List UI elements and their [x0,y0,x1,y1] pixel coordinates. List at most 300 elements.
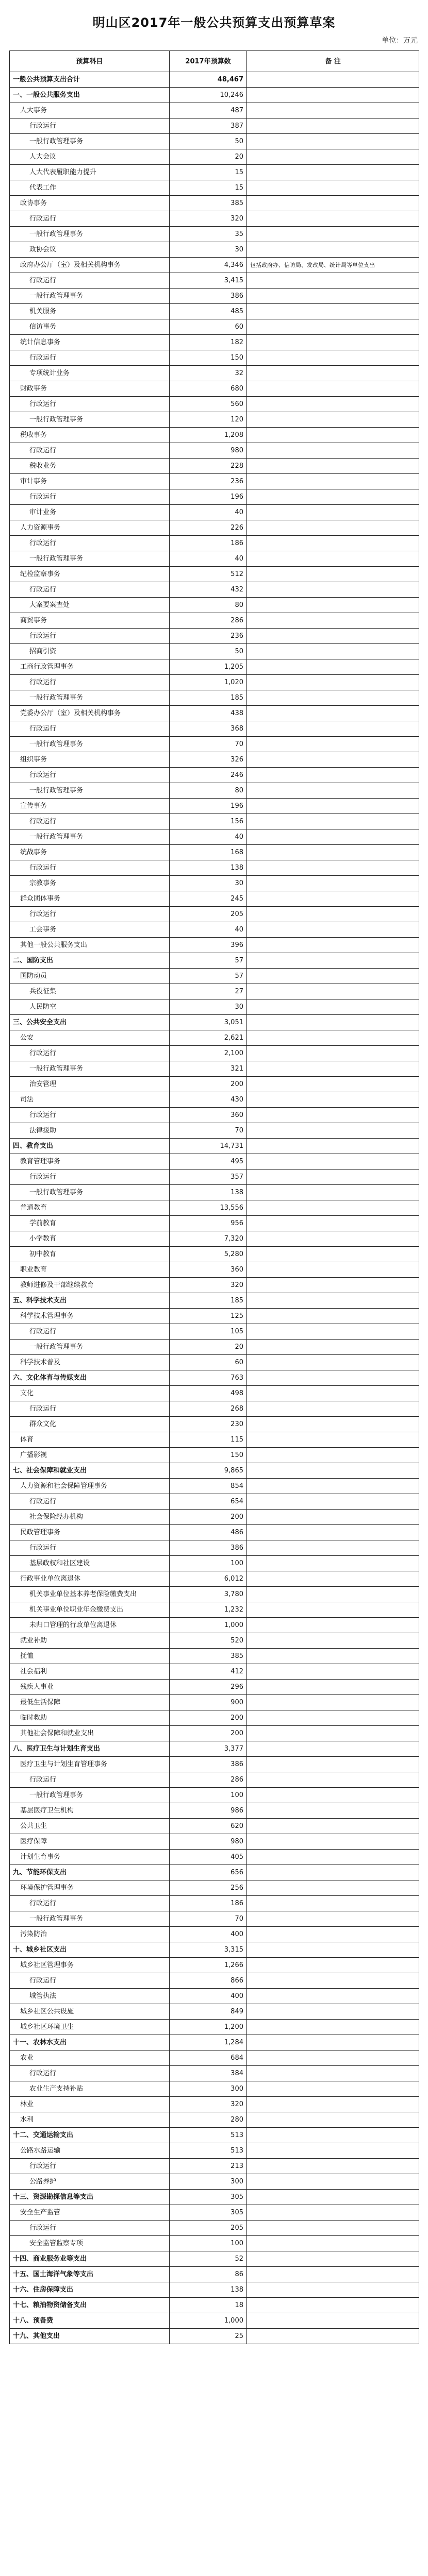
row-amount: 9,865 [170,1463,247,1479]
row-note [247,1803,419,1819]
table-row [10,1046,419,1061]
row-item-name: 民政管理事务 [10,1525,170,1540]
row-item-name: 政府办公厅（室）及相关机构事务 [10,258,170,273]
row-amount: 300 [170,2174,247,2190]
row-item-name: 行政运行 [10,1973,170,1989]
row-amount: 236 [170,629,247,644]
row-item-name: 信访事务 [10,319,170,335]
row-item-name: 一般公共预算支出合计 [10,72,170,88]
row-amount: 186 [170,536,247,551]
table-row [10,2112,419,2128]
row-amount: 25 [170,2329,247,2344]
table-row [10,1092,419,1108]
row-note [247,1989,419,2004]
row-amount: 980 [170,1834,247,1850]
table-row [10,242,419,258]
row-note [247,2143,419,2159]
header-note: 备 注 [247,51,419,72]
row-item-name: 一般行政管理事务 [10,412,170,428]
table-row [10,273,419,289]
table-row [10,1695,419,1710]
row-amount: 213 [170,2159,247,2174]
row-amount: 40 [170,505,247,520]
table-row [10,1262,419,1278]
table-row [10,1973,419,1989]
table-row [10,2097,419,2112]
row-note [247,381,419,397]
row-amount: 498 [170,1386,247,1401]
row-note [247,2097,419,2112]
table-row [10,2251,419,2267]
row-note [247,1540,419,1556]
table-row [10,350,419,366]
row-note [247,273,419,289]
row-note [247,1309,419,1324]
table-row [10,2329,419,2344]
row-amount: 246 [170,768,247,783]
table-row [10,799,419,814]
table-row [10,2004,419,2020]
row-item-name: 六、文化体育与传媒支出 [10,1370,170,1386]
row-note [247,1865,419,1880]
row-amount: 486 [170,1525,247,1540]
table-row [10,2282,419,2298]
table-row [10,1525,419,1540]
row-note [247,149,419,165]
row-item-name: 税收事务 [10,428,170,443]
row-note [247,489,419,505]
row-note [247,2251,419,2267]
table-row [10,829,419,845]
row-note [247,1772,419,1788]
table-row [10,1200,419,1216]
row-note [247,1278,419,1293]
row-item-name: 统计信息事务 [10,335,170,350]
table-row [10,2020,419,2035]
row-item-name: 代表工作 [10,180,170,196]
row-note [247,134,419,149]
row-item-name: 一、一般公共服务支出 [10,88,170,103]
row-note [247,304,419,319]
row-item-name: 专项统计业务 [10,366,170,381]
row-amount: 40 [170,551,247,567]
row-note [247,242,419,258]
row-item-name: 公路水路运输 [10,2143,170,2159]
row-item-name: 十、城乡社区支出 [10,1942,170,1958]
row-note [247,2221,419,2236]
row-item-name: 一般行政管理事务 [10,829,170,845]
row-note [247,1231,419,1247]
row-note [247,1448,419,1463]
row-amount: 300 [170,2081,247,2097]
row-item-name: 教师进修及干部继续教育 [10,1278,170,1293]
row-note [247,2329,419,2344]
row-note [247,211,419,227]
row-item-name: 宣传事务 [10,799,170,814]
row-note [247,459,419,474]
row-note [247,1046,419,1061]
row-item-name: 其他社会保障和就业支出 [10,1726,170,1741]
table-row [10,536,419,551]
row-item-name: 一般行政管理事务 [10,551,170,567]
row-item-name: 法律援助 [10,1123,170,1139]
row-amount: 560 [170,397,247,412]
row-amount: 1,000 [170,1618,247,1633]
table-row [10,1540,419,1556]
row-amount: 185 [170,1293,247,1309]
row-amount: 40 [170,922,247,938]
table-row [10,2050,419,2066]
row-amount: 186 [170,1896,247,1911]
table-row [10,319,419,335]
row-note [247,613,419,629]
row-note [247,227,419,242]
row-amount: 513 [170,2143,247,2159]
row-note [247,1200,419,1216]
row-item-name: 三、公共安全支出 [10,1015,170,1030]
row-note [247,180,419,196]
row-item-name: 群众文化 [10,1417,170,1432]
row-note [247,690,419,706]
row-amount: 70 [170,1911,247,1927]
table-row [10,474,419,489]
table-row [10,1463,419,1479]
table-row [10,1077,419,1092]
row-note [247,845,419,860]
row-item-name: 行政运行 [10,211,170,227]
row-item-name: 行政运行 [10,860,170,876]
row-item-name: 商贸事务 [10,613,170,629]
row-note [247,72,419,88]
table-row [10,629,419,644]
row-item-name: 十三、资源勘探信息等支出 [10,2190,170,2205]
row-note [247,2066,419,2081]
row-note [247,1510,419,1525]
row-item-name: 行政运行 [10,2159,170,2174]
row-amount: 52 [170,2251,247,2267]
row-note [247,366,419,381]
row-item-name: 七、社会保障和就业支出 [10,1463,170,1479]
row-amount: 168 [170,845,247,860]
row-note [247,567,419,582]
table-row [10,876,419,891]
row-note [247,289,419,304]
row-note [247,1525,419,1540]
row-amount: 849 [170,2004,247,2020]
table-row [10,938,419,953]
row-item-name: 农业生产支持补贴 [10,2081,170,2097]
row-item-name: 工商行政管理事务 [10,659,170,675]
row-note [247,536,419,551]
row-item-name: 统战事务 [10,845,170,860]
row-item-name: 行政运行 [10,629,170,644]
row-amount: 438 [170,706,247,721]
row-amount: 485 [170,304,247,319]
row-amount: 326 [170,752,247,768]
row-amount: 386 [170,1757,247,1772]
row-item-name: 十四、商业服务业等支出 [10,2251,170,2267]
row-item-name: 社会保险经办机构 [10,1510,170,1525]
row-note [247,1556,419,1571]
row-item-name: 兵役征集 [10,984,170,999]
table-row [10,768,419,783]
row-item-name: 治安管理 [10,1077,170,1092]
row-note [247,1432,419,1448]
row-amount: 156 [170,814,247,829]
row-note [247,953,419,969]
row-amount: 286 [170,1772,247,1788]
row-amount: 50 [170,644,247,659]
row-item-name: 宗教事务 [10,876,170,891]
row-item-name: 行政运行 [10,582,170,598]
row-amount: 14,731 [170,1139,247,1154]
table-row [10,1417,419,1432]
row-item-name: 人大会议 [10,149,170,165]
row-note [247,2267,419,2282]
row-item-name: 一般行政管理事务 [10,227,170,242]
row-note [247,1463,419,1479]
row-note [247,1633,419,1649]
table-row [10,1015,419,1030]
table-row [10,891,419,907]
row-item-name: 行政运行 [10,350,170,366]
table-row [10,381,419,397]
row-amount: 680 [170,381,247,397]
row-amount: 396 [170,938,247,953]
row-item-name: 医疗卫生与计划生育管理事务 [10,1757,170,1772]
table-row [10,1618,419,1633]
row-item-name: 机关事业单位职业年金缴费支出 [10,1602,170,1618]
row-amount: 1,232 [170,1602,247,1618]
table-row [10,88,419,103]
row-amount: 138 [170,1185,247,1200]
row-amount: 286 [170,613,247,629]
row-note [247,350,419,366]
row-note [247,659,419,675]
row-item-name: 一般行政管理事务 [10,1911,170,1927]
row-item-name: 四、教育支出 [10,1139,170,1154]
table-row [10,366,419,381]
row-item-name: 机关服务 [10,304,170,319]
row-amount: 305 [170,2205,247,2221]
row-amount: 256 [170,1880,247,1896]
table-row [10,969,419,984]
table-row [10,551,419,567]
table-row [10,304,419,319]
row-amount: 27 [170,984,247,999]
row-note [247,752,419,768]
table-row [10,2035,419,2050]
row-amount: 205 [170,907,247,922]
row-amount: 3,377 [170,1741,247,1757]
row-item-name: 抚恤 [10,1649,170,1664]
table-row [10,1587,419,1602]
row-item-name: 行政运行 [10,1494,170,1510]
row-amount: 980 [170,443,247,459]
row-item-name: 基层政权和社区建设 [10,1556,170,1571]
row-note [247,118,419,134]
row-note [247,675,419,690]
row-amount: 400 [170,1989,247,2004]
row-note [247,876,419,891]
header-amount: 2017年预算数 [170,51,247,72]
row-note [247,1170,419,1185]
row-item-name: 行政运行 [10,1108,170,1123]
row-amount: 196 [170,489,247,505]
table-row [10,459,419,474]
row-amount: 620 [170,1819,247,1834]
row-note [247,969,419,984]
row-amount: 368 [170,721,247,737]
table-row [10,1710,419,1726]
row-note [247,2190,419,2205]
row-note [247,2174,419,2190]
table-row [10,1880,419,1896]
row-item-name: 行政运行 [10,2221,170,2236]
row-item-name: 行政运行 [10,397,170,412]
row-amount: 3,415 [170,273,247,289]
row-item-name: 行政运行 [10,1540,170,1556]
table-row [10,1108,419,1123]
row-item-name: 审计事务 [10,474,170,489]
table-row [10,2190,419,2205]
row-item-name: 行政运行 [10,1170,170,1185]
table-row [10,2313,419,2329]
row-note [247,319,419,335]
row-note [247,1880,419,1896]
row-note [247,1247,419,1262]
row-amount: 7,320 [170,1231,247,1247]
table-row [10,72,419,88]
row-item-name: 司法 [10,1092,170,1108]
row-note [247,2112,419,2128]
row-item-name: 行政事业单位离退休 [10,1571,170,1587]
row-item-name: 行政运行 [10,489,170,505]
row-item-name: 十六、住房保障支出 [10,2282,170,2298]
row-note [247,1618,419,1633]
row-item-name: 十二、交通运输支出 [10,2128,170,2143]
row-item-name: 人力资源事务 [10,520,170,536]
row-amount: 3,780 [170,1587,247,1602]
row-amount: 520 [170,1633,247,1649]
table-row [10,1139,419,1154]
row-item-name: 八、医疗卫生与计划生育支出 [10,1741,170,1757]
table-row [10,1154,419,1170]
row-amount: 138 [170,2282,247,2298]
row-item-name: 国防动员 [10,969,170,984]
row-note [247,1911,419,1927]
row-note [247,2205,419,2221]
row-item-name: 人力资源和社会保障管理事务 [10,1479,170,1494]
row-item-name: 行政运行 [10,814,170,829]
row-amount: 57 [170,953,247,969]
row-note [247,1123,419,1139]
row-amount: 684 [170,2050,247,2066]
row-item-name: 税收业务 [10,459,170,474]
row-amount: 185 [170,690,247,706]
table-row [10,443,419,459]
row-note [247,1741,419,1757]
row-item-name: 政协会议 [10,242,170,258]
table-row [10,1170,419,1185]
row-amount: 20 [170,1340,247,1355]
row-note [247,1710,419,1726]
row-amount: 656 [170,1865,247,1880]
table-row [10,1772,419,1788]
table-row [10,783,419,799]
row-item-name: 党委办公厅（室）及相关机构事务 [10,706,170,721]
table-row [10,2174,419,2190]
row-note [247,2050,419,2066]
row-note [247,103,419,118]
row-item-name: 行政运行 [10,273,170,289]
row-note [247,2020,419,2035]
row-item-name: 残疾人事业 [10,1680,170,1695]
row-note [247,814,419,829]
row-item-name: 一般行政管理事务 [10,289,170,304]
row-item-name: 人大事务 [10,103,170,118]
row-amount: 2,621 [170,1030,247,1046]
row-note [247,2298,419,2313]
row-note [247,860,419,876]
row-amount: 120 [170,412,247,428]
row-item-name: 社会福利 [10,1664,170,1680]
row-item-name: 大案要案查处 [10,598,170,613]
table-row [10,1633,419,1649]
row-note [247,2313,419,2329]
table-row [10,1216,419,1231]
row-item-name: 行政运行 [10,1324,170,1340]
row-amount: 763 [170,1370,247,1386]
table-row [10,922,419,938]
row-item-name: 一般行政管理事务 [10,1061,170,1077]
row-item-name: 一般行政管理事务 [10,134,170,149]
row-item-name: 计划生育事务 [10,1850,170,1865]
row-item-name: 普通教育 [10,1200,170,1216]
row-note [247,1680,419,1695]
table-row [10,211,419,227]
row-amount: 86 [170,2267,247,2282]
table-row [10,690,419,706]
table-row [10,258,419,273]
row-item-name: 安全监管监察专项 [10,2236,170,2251]
row-note [247,165,419,180]
row-note [247,999,419,1015]
row-note [247,829,419,845]
table-row [10,1278,419,1293]
row-amount: 40 [170,829,247,845]
row-amount: 357 [170,1170,247,1185]
row-item-name: 行政运行 [10,1401,170,1417]
row-amount: 13,556 [170,1200,247,1216]
row-note [247,737,419,752]
row-amount: 320 [170,1278,247,1293]
row-note [247,783,419,799]
row-item-name: 九、节能环保支出 [10,1865,170,1880]
table-row [10,1819,419,1834]
row-note [247,1386,419,1401]
row-item-name: 一般行政管理事务 [10,1340,170,1355]
table-row [10,2081,419,2097]
table-row [10,2298,419,2313]
table-row [10,953,419,969]
row-amount: 115 [170,1432,247,1448]
table-row [10,860,419,876]
row-item-name: 十一、农林水支出 [10,2035,170,2050]
row-amount: 196 [170,799,247,814]
row-item-name: 广播影视 [10,1448,170,1463]
table-row [10,1989,419,2004]
